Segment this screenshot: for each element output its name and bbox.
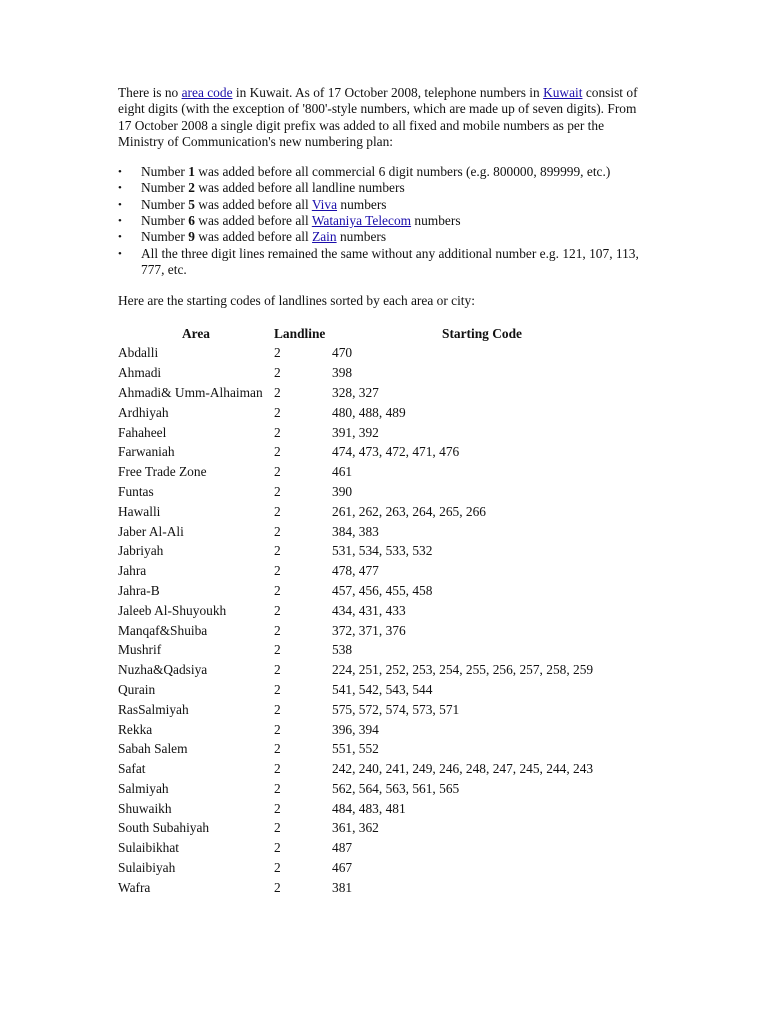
landline-cell: 2: [274, 424, 281, 440]
starting-code-column-header: Starting Code: [442, 325, 522, 341]
starting-code-cell: 390: [332, 483, 353, 499]
item-text: Number: [141, 229, 189, 245]
table-row: [118, 722, 632, 742]
area-cell: Manqaf&Shuiba: [118, 622, 208, 638]
intro-text-3: consist of eight digits (with the exception of '800'-style numbers, which are made up of seven digits). From 17 October 2008 a single digit prefix was added to all fixed and mobile numbers as per the Ministry of Communication's new numbering plan:: [118, 85, 638, 149]
area-code-link[interactable]: area code: [181, 85, 233, 100]
area-cell: Ahmadi& Umm-Alhaiman: [118, 384, 263, 400]
item-text: Number: [141, 180, 189, 196]
area-cell: Sulaibikhat: [118, 840, 179, 856]
area-cell: Salmiyah: [118, 780, 169, 796]
intro-text-1: There is no: [118, 85, 182, 100]
landline-cell: 2: [274, 602, 281, 618]
list-item: [118, 164, 648, 180]
table-row: [118, 504, 632, 524]
area-cell: Free Trade Zone: [118, 464, 207, 480]
table-row: [118, 880, 632, 900]
table-row: [118, 801, 632, 821]
area-cell: Abdalli: [118, 345, 159, 361]
item-text: Number: [141, 196, 189, 212]
viva-link[interactable]: Viva: [311, 196, 338, 212]
area-cell: Jaleeb Al-Shuyoukh: [118, 602, 227, 618]
starting-code-cell: 480, 488, 489: [332, 404, 406, 420]
area-cell: Hawalli: [118, 503, 161, 519]
bullet-icon: •: [118, 215, 122, 228]
table-row: [118, 642, 632, 662]
area-codes-table: [118, 326, 632, 900]
area-cell: Wafra: [118, 879, 151, 895]
starting-code-cell: 461: [332, 464, 353, 480]
bullet-icon: •: [118, 231, 122, 244]
item-text: Number: [141, 213, 189, 229]
area-cell: Shuwaikh: [118, 800, 172, 816]
item-text: was added before all: [194, 213, 312, 229]
area-cell: Jaber Al-Ali: [118, 523, 184, 539]
item-number: 1: [188, 164, 195, 180]
table-row: [118, 464, 632, 484]
list-item: [118, 246, 648, 279]
area-cell: Mushrif: [118, 642, 162, 658]
table-row: [118, 484, 632, 504]
list-item: [118, 213, 648, 229]
table-row: [118, 702, 632, 722]
intro-text-2: in Kuwait. As of 17 October 2008, telephone numbers in: [232, 85, 544, 100]
starting-code-cell: 487: [332, 840, 353, 856]
landline-cell: 2: [274, 444, 281, 460]
landline-cell: 2: [274, 642, 281, 658]
landline-cell: 2: [274, 622, 281, 638]
area-cell: Qurain: [118, 681, 156, 697]
bullet-icon: •: [118, 247, 122, 260]
item-text: All the three digit lines remained the same without any additional number e.g. 121, 107, 113, 777, etc.: [141, 245, 639, 277]
item-text: numbers: [337, 196, 387, 212]
landline-cell: 2: [274, 780, 281, 796]
item-text: Number: [141, 164, 189, 180]
document-page: [118, 85, 648, 900]
table-row: [118, 543, 632, 563]
table-row: [118, 682, 632, 702]
landline-cell: 2: [274, 503, 281, 519]
starting-code-cell: 224, 251, 252, 253, 254, 255, 256, 257, 258, 259: [332, 662, 594, 678]
area-cell: Jabriyah: [118, 543, 164, 559]
table-row: [118, 583, 632, 603]
table-header-row: [118, 326, 632, 346]
starting-code-cell: 541, 542, 543, 544: [332, 681, 433, 697]
item-number: 6: [188, 213, 195, 229]
landline-cell: 2: [274, 365, 281, 381]
starting-code-cell: 467: [332, 860, 353, 876]
starting-code-cell: 384, 383: [332, 523, 379, 539]
table-intro-text: Here are the starting codes of landlines sorted by each area or city:: [118, 293, 475, 309]
area-cell: Fahaheel: [118, 424, 167, 440]
bullet-icon: •: [118, 182, 122, 195]
starting-code-cell: 551, 552: [332, 741, 379, 757]
bullet-icon: •: [118, 198, 122, 211]
area-cell: Sulaibiyah: [118, 860, 176, 876]
table-row: [118, 524, 632, 544]
list-item: [118, 180, 648, 196]
area-column-header: Area: [181, 325, 210, 341]
wataniya-telecom-link[interactable]: Wataniya Telecom: [311, 213, 412, 229]
starting-code-cell: 391, 392: [332, 424, 379, 440]
table-row: [118, 425, 632, 445]
area-cell: Nuzha&Qadsiya: [118, 662, 208, 678]
item-text: was added before all: [194, 229, 313, 245]
table-row: [118, 761, 632, 781]
table-row: [118, 385, 632, 405]
landline-cell: 2: [274, 681, 281, 697]
starting-code-cell: 531, 534, 533, 532: [332, 543, 433, 559]
starting-code-cell: 484, 483, 481: [332, 800, 406, 816]
item-number: 2: [188, 180, 195, 196]
landline-cell: 2: [274, 761, 281, 777]
landline-cell: 2: [274, 662, 281, 678]
starting-code-cell: 478, 477: [332, 563, 379, 579]
landline-cell: 2: [274, 701, 281, 717]
area-cell: Ahmadi: [118, 365, 162, 381]
landline-cell: 2: [274, 840, 281, 856]
starting-code-cell: 372, 371, 376: [332, 622, 406, 638]
starting-code-cell: 470: [332, 345, 353, 361]
item-number: 9: [188, 229, 195, 245]
landline-cell: 2: [274, 563, 281, 579]
landline-cell: 2: [274, 820, 281, 836]
area-cell: RasSalmiyah: [118, 701, 189, 717]
table-row: [118, 741, 632, 761]
table-body: [118, 345, 632, 899]
starting-code-cell: 562, 564, 563, 561, 565: [332, 780, 460, 796]
area-cell: Funtas: [118, 483, 154, 499]
starting-code-cell: 457, 456, 455, 458: [332, 582, 433, 598]
item-text: was added before all: [194, 196, 312, 212]
table-row: [118, 781, 632, 801]
table-row: [118, 563, 632, 583]
kuwait-link[interactable]: Kuwait: [543, 85, 583, 100]
area-cell: Sabah Salem: [118, 741, 188, 757]
area-cell: South Subahiyah: [118, 820, 210, 836]
table-row: [118, 623, 632, 643]
table-row: [118, 345, 632, 365]
landline-cell: 2: [274, 582, 281, 598]
table-row: [118, 860, 632, 880]
starting-code-cell: 242, 240, 241, 249, 246, 248, 247, 245, 244, 243: [332, 761, 594, 777]
area-cell: Jahra-B: [118, 582, 160, 598]
zain-link[interactable]: Zain: [312, 229, 337, 245]
item-text: numbers: [336, 229, 387, 245]
starting-code-cell: 328, 327: [332, 384, 379, 400]
landline-cell: 2: [274, 523, 281, 539]
starting-code-cell: 361, 362: [332, 820, 379, 836]
area-cell: Jahra: [118, 563, 147, 579]
landline-cell: 2: [274, 860, 281, 876]
table-row: [118, 405, 632, 425]
item-text: numbers: [411, 213, 461, 229]
starting-code-cell: 398: [332, 365, 353, 381]
starting-code-cell: 396, 394: [332, 721, 379, 737]
list-item: [118, 197, 648, 213]
bullet-icon: •: [118, 166, 122, 179]
area-cell: Farwaniah: [118, 444, 175, 460]
table-row: [118, 603, 632, 623]
item-text: was added before all landline numbers: [194, 180, 405, 196]
starting-code-cell: 381: [332, 879, 353, 895]
starting-code-cell: 434, 431, 433: [332, 602, 406, 618]
landline-cell: 2: [274, 800, 281, 816]
table-row: [118, 820, 632, 840]
area-cell: Safat: [118, 761, 146, 777]
landline-cell: 2: [274, 345, 281, 361]
area-cell: Rekka: [118, 721, 153, 737]
table-row: [118, 662, 632, 682]
table-row: [118, 840, 632, 860]
landline-cell: 2: [274, 464, 281, 480]
table-row: [118, 365, 632, 385]
item-text: was added before all commercial 6 digit numbers (e.g. 800000, 899999, etc.): [194, 164, 611, 180]
landline-cell: 2: [274, 741, 281, 757]
starting-code-cell: 261, 262, 263, 264, 265, 266: [332, 503, 486, 519]
area-cell: Ardhiyah: [118, 404, 169, 420]
starting-code-cell: 474, 473, 472, 471, 476: [332, 444, 460, 460]
list-item: [118, 229, 648, 245]
landline-cell: 2: [274, 879, 281, 895]
starting-code-cell: 575, 572, 574, 573, 571: [332, 701, 460, 717]
landline-column-header: Landline: [274, 325, 326, 341]
intro-paragraph: [118, 85, 648, 150]
landline-cell: 2: [274, 543, 281, 559]
table-row: [118, 444, 632, 464]
numbering-plan-list: [118, 164, 648, 278]
item-number: 5: [188, 196, 195, 212]
landline-cell: 2: [274, 721, 281, 737]
landline-cell: 2: [274, 404, 281, 420]
landline-cell: 2: [274, 483, 281, 499]
starting-code-cell: 538: [332, 642, 353, 658]
landline-cell: 2: [274, 384, 281, 400]
